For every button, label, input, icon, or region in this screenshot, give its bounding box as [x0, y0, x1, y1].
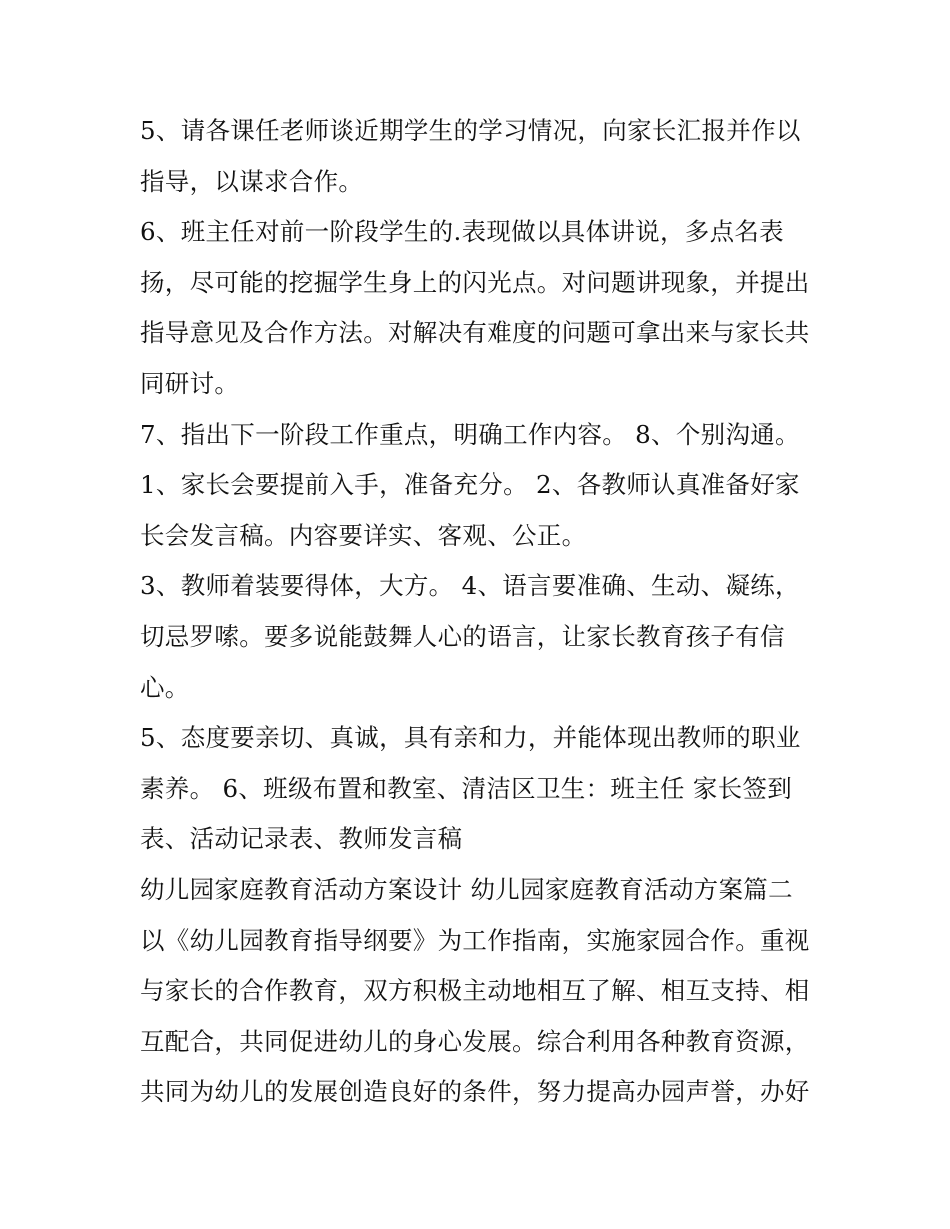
text-line: 扬，尽可能的挖掘学生身上的闪光点。对问题讲现象，并提出 [140, 267, 810, 297]
text-line: 心。 [140, 672, 190, 702]
text-line: 切忌罗嗦。要多说能鼓舞人心的语言，让家长教育孩子有信 [140, 621, 785, 651]
text-line: 与家长的合作教育，双方积极主动地相互了解、相互支持、相 [140, 976, 810, 1006]
document-body [140, 106, 830, 1118]
text-line: 同研讨。 [140, 368, 240, 398]
text-line: 6、班主任对前一阶段学生的.表现做以具体讲说，多点名表 [140, 217, 784, 247]
text-line: 指导，以谋求合作。 [140, 166, 364, 196]
text-line: 3、教师着装要得体，大方。 4、语言要准确、生动、凝练， [140, 571, 800, 601]
text-line: 7、指出下一阶段工作重点，明确工作内容。 8、个别沟通。 [140, 419, 800, 449]
text-line: 幼儿园家庭教育活动方案设计 幼儿园家庭教育活动方案篇二 [140, 874, 793, 904]
text-line: 互配合，共同促进幼儿的身心发展。综合利用各种教育资源， [140, 1026, 810, 1056]
text-line: 5、请各课任老师谈近期学生的学习情况，向家长汇报并作以 [140, 116, 801, 145]
text-line: 指导意见及合作方法。对解决有难度的问题可拿出来与家长共 [140, 318, 810, 348]
text-line: 以《幼儿园教育指导纲要》为工作指南，实施家园合作。重视 [140, 925, 810, 955]
text-line: 5、态度要亲切、真诚，具有亲和力，并能体现出教师的职业 [140, 723, 801, 753]
text-line: 素养。 6、班级布置和教室、清洁区卫生：班主任 家长签到 [140, 773, 793, 803]
text-line: 表、活动记录表、教师发言稿 [140, 824, 463, 854]
text-line: 长会发言稿。内容要详实、客观、公正。 [140, 520, 587, 550]
text-line: 共同为幼儿的发展创造良好的条件，努力提高办园声誉，办好 [140, 1077, 810, 1107]
text-line: 1、家长会要提前入手，准备充分。 2、各教师认真准备好家 [140, 470, 800, 500]
